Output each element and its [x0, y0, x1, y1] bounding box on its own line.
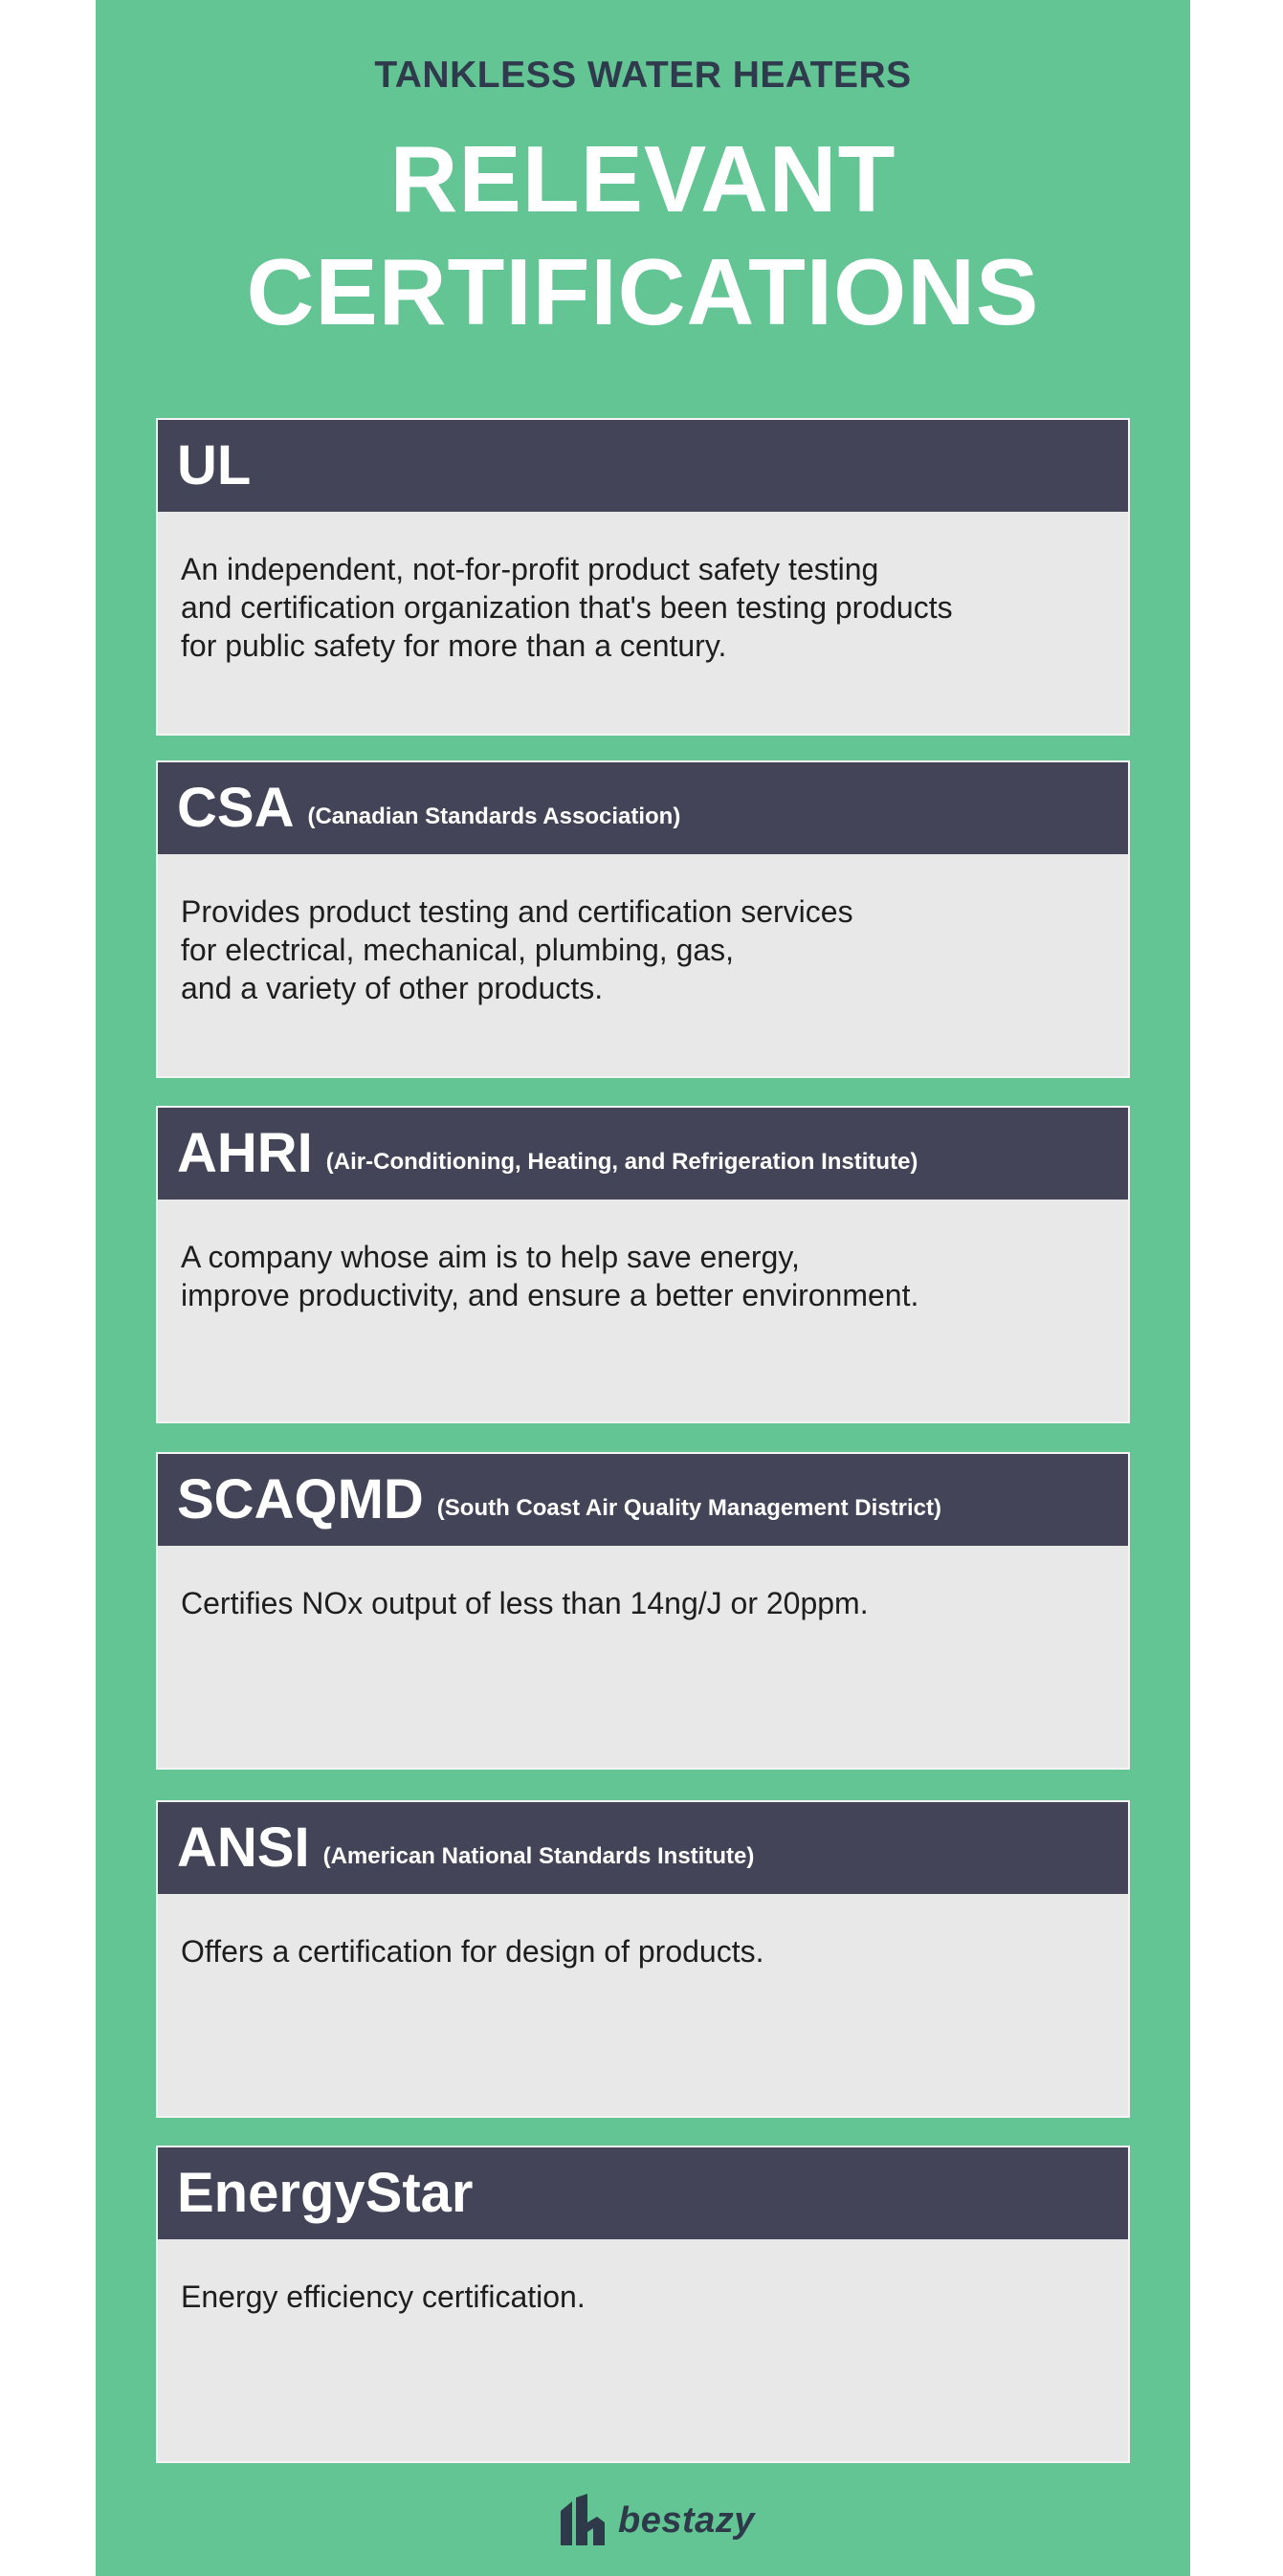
brand-logo [555, 2494, 755, 2547]
cert-card-csa [156, 760, 1130, 1078]
cert-description-line: Certifies NOx output of less than 14ng/J or 20ppm. [181, 1586, 869, 1620]
brand-mark-icon [555, 2494, 607, 2547]
cert-description-line: for public safety for more than a century. [181, 628, 727, 663]
cert-card-header [158, 420, 1128, 512]
cert-full-name: (South Coast Air Quality Management District) [436, 1495, 941, 1521]
cert-abbr: ANSI [177, 1816, 310, 1879]
cert-full-name: (Canadian Standards Association) [307, 804, 681, 829]
cert-description-line: A company whose aim is to help save energy, [181, 1240, 800, 1274]
cert-abbr: CSA [177, 777, 295, 839]
cert-abbr: SCAQMD [177, 1468, 424, 1530]
cert-card-ansi [156, 1800, 1130, 2118]
cert-description [158, 1200, 1128, 1314]
brand-wordmark: bestazy [618, 2499, 755, 2541]
cert-description [158, 854, 1128, 1007]
cert-description-line: Provides product testing and certification services [181, 894, 853, 929]
cert-card-ul [156, 418, 1130, 736]
cert-abbr: UL [177, 434, 252, 496]
cert-description-line: for electrical, mechanical, plumbing, gas, [181, 933, 735, 967]
infographic-title [96, 122, 1190, 348]
cert-description [158, 512, 1128, 665]
infographic-panel [96, 0, 1190, 2576]
cert-card-header [158, 2147, 1128, 2239]
cert-full-name: (Air-Conditioning, Heating, and Refrigeration Institute) [325, 1149, 918, 1175]
cert-description [158, 1546, 1128, 1622]
cert-description-line: improve productivity, and ensure a better environment. [181, 1278, 919, 1312]
cert-card-header [158, 1108, 1128, 1200]
cert-card-header [158, 1454, 1128, 1546]
title-line-1: RELEVANT [389, 126, 896, 231]
cert-description [158, 2239, 1128, 2316]
cert-description-line: Energy efficiency certification. [181, 2279, 586, 2314]
cert-card-energystar [156, 2146, 1130, 2463]
cert-abbr: AHRI [177, 1122, 313, 1184]
cert-description-line: An independent, not-for-profit product safety testing [181, 552, 879, 586]
title-line-2: CERTIFICATIONS [246, 239, 1040, 344]
cert-description-line: and certification organization that's been testing products [181, 590, 953, 625]
cert-card-scaqmd [156, 1452, 1130, 1770]
cert-description-line: Offers a certification for design of products. [181, 1934, 764, 1969]
cert-card-ahri [156, 1106, 1130, 1423]
cert-description-line: and a variety of other products. [181, 971, 604, 1005]
cert-full-name: (American National Standards Institute) [322, 1843, 755, 1869]
cert-description [158, 1894, 1128, 1971]
cert-card-header [158, 1802, 1128, 1894]
cert-abbr: EnergyStar [177, 2162, 474, 2224]
cert-card-header [158, 762, 1128, 854]
infographic-subtitle: TANKLESS WATER HEATERS [374, 55, 912, 96]
